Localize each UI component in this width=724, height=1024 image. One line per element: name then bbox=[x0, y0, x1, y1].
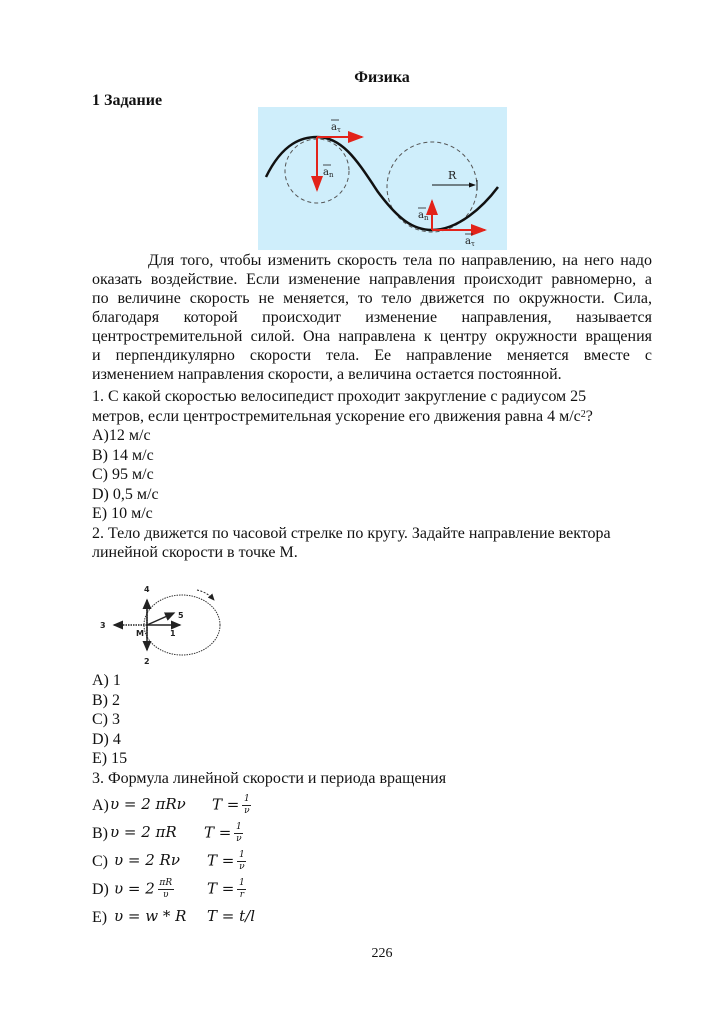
period-formula bbox=[204, 823, 243, 844]
label-a-n-top: $a_n$ bbox=[323, 167, 334, 179]
velocity-formula: υ = 2 Rν bbox=[114, 851, 180, 869]
velocity-formula bbox=[114, 879, 174, 900]
theory-paragraph bbox=[92, 251, 652, 384]
option-label: C) bbox=[92, 853, 108, 870]
question-3-text: 3. Формула линейной скорости и периода вращения bbox=[92, 769, 447, 787]
paragraph-line: оказать воздействие. Если изменение направления происходит равномерно, а bbox=[92, 271, 652, 288]
fraction bbox=[158, 879, 174, 900]
q1-option-d: D) 0,5 м/с bbox=[92, 485, 159, 503]
circle-diagram-svg bbox=[92, 578, 227, 668]
question-1-text-line1: 1. С какой скоростью велосипедист проходит закругление с радиусом 25 bbox=[92, 388, 587, 405]
q2-option-e: E) 15 bbox=[92, 750, 128, 767]
fraction bbox=[237, 879, 246, 900]
arrow-label-1: 1 bbox=[170, 629, 176, 638]
paragraph-line: по величине скорость не меняется, то тело движется по окружности. Сила, bbox=[92, 290, 652, 307]
label-radius: R bbox=[448, 169, 457, 182]
q1-option-c: C) 95 м/с bbox=[92, 466, 154, 483]
paragraph-line: и перпендикулярно скорости тела. Ее направление меняется вместе с bbox=[92, 347, 652, 364]
fraction bbox=[242, 795, 251, 816]
period-formula bbox=[207, 879, 246, 900]
velocity-formula: υ = 2 πR bbox=[110, 823, 177, 841]
numerator: πR bbox=[159, 878, 173, 888]
paragraph-line: изменением направления скорости, а величина остается постоянной. bbox=[92, 366, 562, 383]
label-a-tau-bottom: $a_\tau$ bbox=[465, 236, 475, 248]
numerator: 1 bbox=[243, 794, 250, 804]
arrow-label-2: 2 bbox=[144, 657, 150, 666]
option-label: E) bbox=[92, 909, 108, 926]
point-label-m: M bbox=[136, 629, 144, 638]
option-label: D) bbox=[92, 881, 109, 898]
period-lhs: T = bbox=[207, 851, 235, 870]
q2-option-d: D) 4 bbox=[92, 730, 121, 748]
q1-question-mark: ? bbox=[585, 407, 593, 425]
q1-option-e: E) 10 м/с bbox=[92, 505, 153, 522]
denominator: υ bbox=[163, 890, 169, 900]
option-label: A) bbox=[92, 797, 109, 814]
page-number: 226 bbox=[371, 946, 393, 961]
period-formula bbox=[212, 795, 251, 816]
q2-option-b: B) 2 bbox=[92, 691, 120, 709]
numerator: 1 bbox=[238, 878, 245, 888]
velocity-lhs: υ = 2 bbox=[114, 879, 155, 898]
period-formula: T = t/l bbox=[207, 907, 255, 925]
question-1 bbox=[92, 387, 611, 563]
fraction bbox=[234, 823, 243, 844]
question-2-options bbox=[92, 671, 446, 788]
paragraph-line: Для того, чтобы изменить скорость тела по направлению, на него надо bbox=[148, 252, 652, 269]
q1-line2-text: метров, если центростремительная ускорение его движения равна 4 м/с bbox=[92, 407, 581, 425]
q1-superscript: 2 bbox=[580, 408, 586, 420]
curve-diagram-svg bbox=[258, 107, 507, 250]
arrow-label-4: 4 bbox=[144, 585, 150, 594]
velocity-direction-diagram bbox=[92, 578, 227, 668]
velocity-formula: υ = w * R bbox=[114, 907, 187, 925]
arrow-label-3: 3 bbox=[100, 621, 106, 630]
label-a-tau-top: $a_\tau$ bbox=[331, 122, 341, 134]
period-formula bbox=[207, 851, 246, 872]
fraction bbox=[237, 851, 246, 872]
q2-option-a: A) 1 bbox=[92, 672, 121, 689]
task-title: 1 Задание bbox=[92, 92, 163, 109]
trajectory-curve bbox=[266, 137, 498, 230]
label-a-n-bottom: $a_n$ bbox=[418, 210, 429, 222]
option-label: B) bbox=[92, 825, 108, 842]
paragraph-line: благодаря которой происходит изменение направления, называется bbox=[92, 309, 652, 326]
arrow-label-5: 5 bbox=[178, 611, 184, 620]
question-2-text-line2: линейной скорости в точке М. bbox=[92, 544, 298, 561]
period-lhs: T = bbox=[204, 823, 232, 842]
subject-title: Физика bbox=[354, 69, 410, 86]
velocity-formula: υ = 2 πRν bbox=[110, 795, 186, 813]
denominator: ν bbox=[244, 806, 250, 816]
period-lhs: T = bbox=[207, 879, 235, 898]
denominator: r bbox=[239, 890, 244, 900]
paragraph-line: центростремительной силой. Она направлена к центру окружности вращения bbox=[92, 328, 652, 345]
question-1-text-line2 bbox=[92, 407, 611, 427]
numerator: 1 bbox=[235, 822, 242, 832]
q1-option-b: B) 14 м/с bbox=[92, 446, 154, 464]
question-2-text-line1: 2. Тело движется по часовой стрелке по кругу. Задайте направление вектора bbox=[92, 524, 611, 542]
denominator: ν bbox=[239, 862, 245, 872]
numerator: 1 bbox=[238, 850, 245, 860]
period-lhs: T = bbox=[212, 795, 240, 814]
denominator: ν bbox=[236, 834, 242, 844]
q2-option-c: C) 3 bbox=[92, 711, 120, 728]
acceleration-diagram bbox=[258, 107, 507, 250]
q1-option-a: A)12 м/с bbox=[92, 427, 151, 444]
